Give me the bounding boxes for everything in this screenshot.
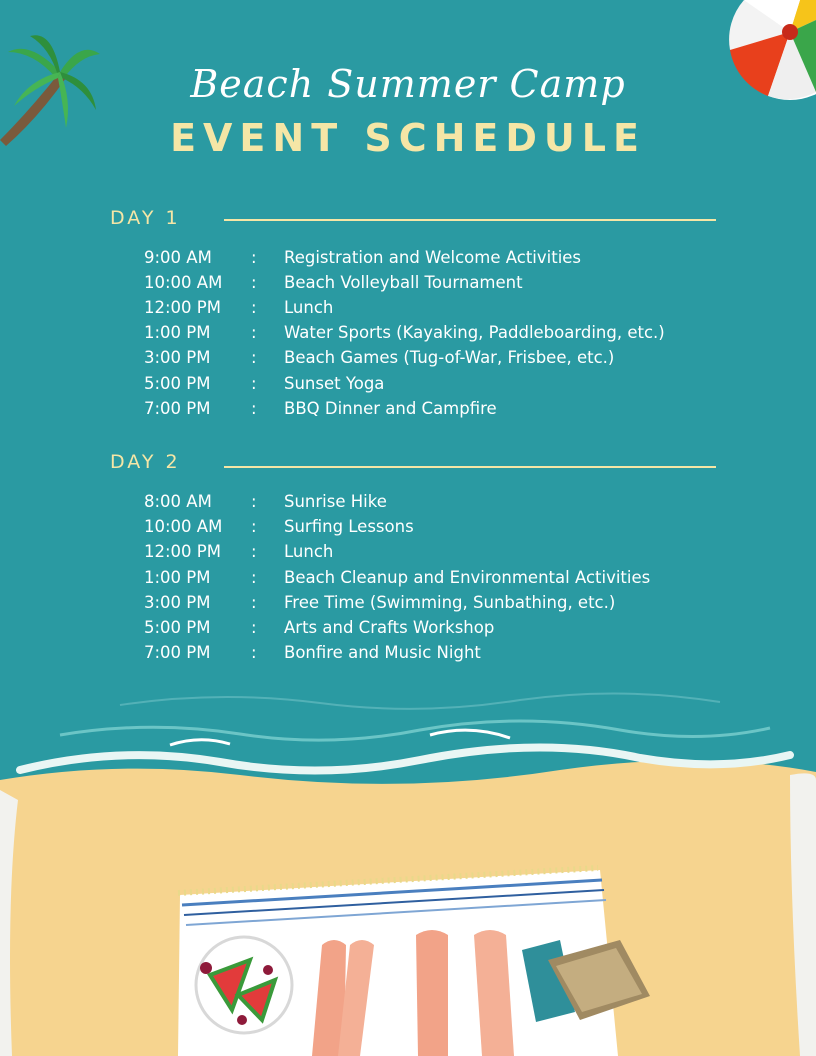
event-separator: : <box>251 399 257 418</box>
event-activity: Beach Volleyball Tournament <box>284 273 523 292</box>
event-activity: Lunch <box>284 542 334 561</box>
event-activity: Beach Games (Tug-of-War, Frisbee, etc.) <box>284 348 615 367</box>
event-time: 3:00 PM <box>144 593 211 612</box>
event-activity: Bonfire and Music Night <box>284 643 481 662</box>
event-time: 7:00 PM <box>144 643 211 662</box>
event-time: 8:00 AM <box>144 492 212 511</box>
schedule-row <box>0 542 816 567</box>
event-activity: Sunrise Hike <box>284 492 387 511</box>
event-activity: Arts and Crafts Workshop <box>284 618 495 637</box>
schedule-row <box>0 323 816 348</box>
event-time: 9:00 AM <box>144 248 212 267</box>
day-2-divider <box>224 466 716 468</box>
schedule-row <box>0 399 816 424</box>
event-time: 1:00 PM <box>144 323 211 342</box>
watermelon-plate-illustration <box>196 937 292 1033</box>
event-time: 10:00 AM <box>144 273 223 292</box>
event-time: 10:00 AM <box>144 517 223 536</box>
event-separator: : <box>251 248 257 267</box>
event-separator: : <box>251 348 257 367</box>
event-activity: Free Time (Swimming, Sunbathing, etc.) <box>284 593 616 612</box>
schedule-row <box>0 517 816 542</box>
event-separator: : <box>251 273 257 292</box>
schedule-row <box>0 348 816 373</box>
event-time: 7:00 PM <box>144 399 211 418</box>
schedule-row <box>0 298 816 323</box>
schedule-row <box>0 248 816 273</box>
event-separator: : <box>251 593 257 612</box>
event-time: 5:00 PM <box>144 374 211 393</box>
event-activity: BBQ Dinner and Campfire <box>284 399 497 418</box>
schedule-row <box>0 618 816 643</box>
event-activity: Lunch <box>284 298 334 317</box>
event-time: 12:00 PM <box>144 542 221 561</box>
event-activity: Water Sports (Kayaking, Paddleboarding, etc.) <box>284 323 665 342</box>
schedule-row <box>0 374 816 399</box>
books-illustration <box>522 940 650 1022</box>
event-time: 3:00 PM <box>144 348 211 367</box>
event-separator: : <box>251 323 257 342</box>
event-separator: : <box>251 492 257 511</box>
page-title: EVENT SCHEDULE <box>170 116 646 160</box>
event-activity: Registration and Welcome Activities <box>284 248 582 267</box>
event-activity: Beach Cleanup and Environmental Activities <box>284 568 651 587</box>
event-separator: : <box>251 568 257 587</box>
script-title: Beach Summer Camp <box>190 62 626 106</box>
event-separator: : <box>251 618 257 637</box>
schedule-row <box>0 643 816 668</box>
event-activity: Surfing Lessons <box>284 517 414 536</box>
event-time: 12:00 PM <box>144 298 221 317</box>
event-separator: : <box>251 643 257 662</box>
day-1-heading: DAY 1 <box>110 207 181 229</box>
legs-illustration <box>312 930 514 1056</box>
event-separator: : <box>251 298 257 317</box>
schedule-row <box>0 593 816 618</box>
schedule-row <box>0 273 816 298</box>
event-separator: : <box>251 374 257 393</box>
day-2-heading: DAY 2 <box>110 451 181 473</box>
event-separator: : <box>251 517 257 536</box>
beach-towel-illustration <box>178 868 618 1056</box>
schedule-row <box>0 492 816 517</box>
event-activity: Sunset Yoga <box>284 374 385 393</box>
schedule-row <box>0 568 816 593</box>
event-time: 1:00 PM <box>144 568 211 587</box>
event-separator: : <box>251 542 257 561</box>
event-time: 5:00 PM <box>144 618 211 637</box>
day-1-divider <box>224 219 716 221</box>
